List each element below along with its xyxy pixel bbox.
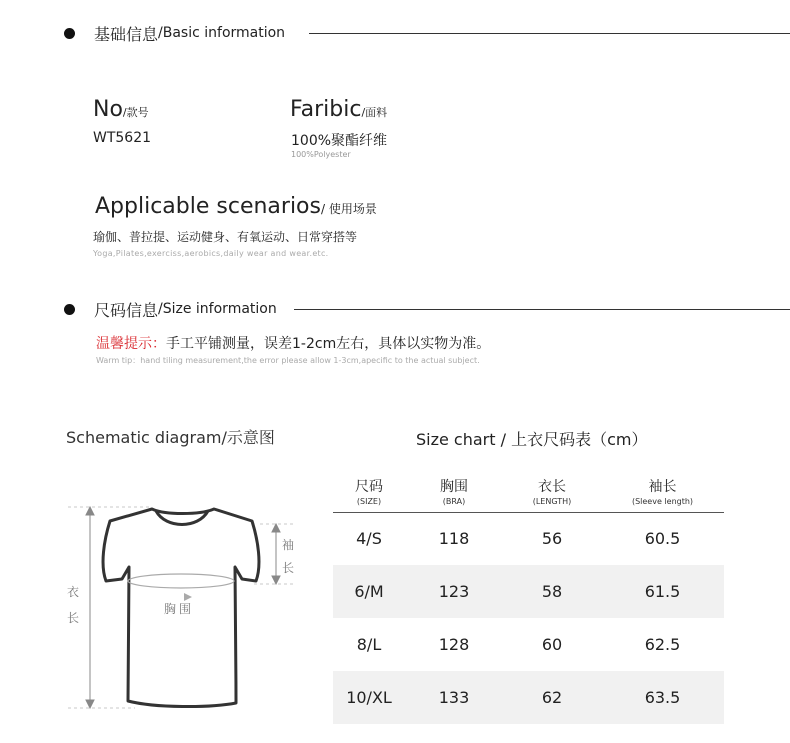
product-no-label: No/款号 — [93, 97, 149, 122]
table-row — [333, 512, 724, 565]
cell-size: 10/XL — [333, 671, 405, 724]
cell-length: 60 — [541, 635, 563, 654]
chest-label: 胸围 — [164, 602, 195, 616]
cell-bra: 133 — [405, 671, 503, 724]
size-info-header — [64, 297, 277, 321]
cell-length: 56 — [541, 529, 563, 549]
schematic-title: Schematic diagram/示意图 — [66, 428, 275, 447]
cell-size: 4/S — [356, 529, 382, 549]
bullet-dot-icon — [64, 28, 75, 39]
cell-length: 62 — [503, 671, 601, 724]
product-no-value: WT5621 — [93, 130, 152, 146]
bullet-dot-icon — [64, 304, 75, 315]
warm-tip-en: Warm tip：hand tiling measurement,the error please allow 1-3cm,apecific to the actual subject. — [96, 356, 480, 365]
cell-bra: 128 — [438, 635, 470, 654]
table-row — [333, 671, 724, 724]
size-chart-table — [333, 472, 724, 724]
section-divider — [294, 309, 790, 310]
scenarios-list: 瑜伽、普拉提、运动健身、有氧运动、日常穿搭等 — [93, 230, 358, 244]
warm-tip-label: 温馨提示： — [96, 336, 166, 352]
warm-tip-text: 手工平铺测量，误差1-2cm左右，具体以实物为准。 — [166, 336, 491, 352]
sleeve-label: 袖 — [282, 538, 295, 552]
length-label: 衣 — [67, 585, 80, 599]
sleeve-label: 长 — [282, 561, 295, 575]
cell-size: 8/L — [356, 635, 382, 654]
length-arrow-icon — [86, 507, 94, 708]
cell-sleeve: 62.5 — [644, 635, 681, 654]
cell-sleeve: 63.5 — [601, 671, 724, 724]
sleeve-arrow-icon — [272, 524, 280, 584]
fabric-value-en: 100%Polyester — [291, 150, 351, 159]
cell-size: 6/M — [333, 565, 405, 618]
table-row — [333, 565, 724, 618]
table-header-row — [333, 472, 724, 512]
cell-length: 58 — [503, 565, 601, 618]
cell-bra: 123 — [405, 565, 503, 618]
size-info-title-zh: 尺码信息 — [94, 300, 159, 320]
header-size: 尺码 (SIZE) — [333, 472, 405, 512]
cell-bra: 118 — [438, 529, 470, 549]
basic-info-header — [64, 21, 285, 45]
cell-sleeve: 60.5 — [644, 529, 681, 549]
header-length: 衣长 (LENGTH) — [503, 472, 601, 512]
basic-info-title-zh: 基础信息 — [94, 24, 159, 44]
header-sleeve: 袖长 (Sleeve length) — [601, 472, 724, 512]
basic-info-title-en: /Basic information — [158, 25, 286, 41]
fabric-label: Faribic/面料 — [290, 97, 388, 122]
scenarios-title: Applicable scenarios/ 使用场景 — [95, 194, 377, 219]
scenarios-list-en: Yoga,Pilates,exerciss,aerobics,daily wear and wear.etc. — [93, 249, 329, 258]
length-label: 长 — [67, 611, 80, 625]
warm-tip — [96, 333, 490, 353]
fabric-value: 100%聚酯纤维 — [291, 133, 388, 149]
cell-sleeve: 61.5 — [601, 565, 724, 618]
header-bra: 胸围 (BRA) — [405, 472, 503, 512]
tshirt-schematic — [60, 495, 305, 720]
size-chart-title: Size chart / 上衣尺码表（cm） — [416, 430, 648, 449]
size-info-title-en: /Size information — [158, 301, 277, 317]
section-divider — [309, 33, 790, 34]
table-row — [333, 618, 724, 671]
